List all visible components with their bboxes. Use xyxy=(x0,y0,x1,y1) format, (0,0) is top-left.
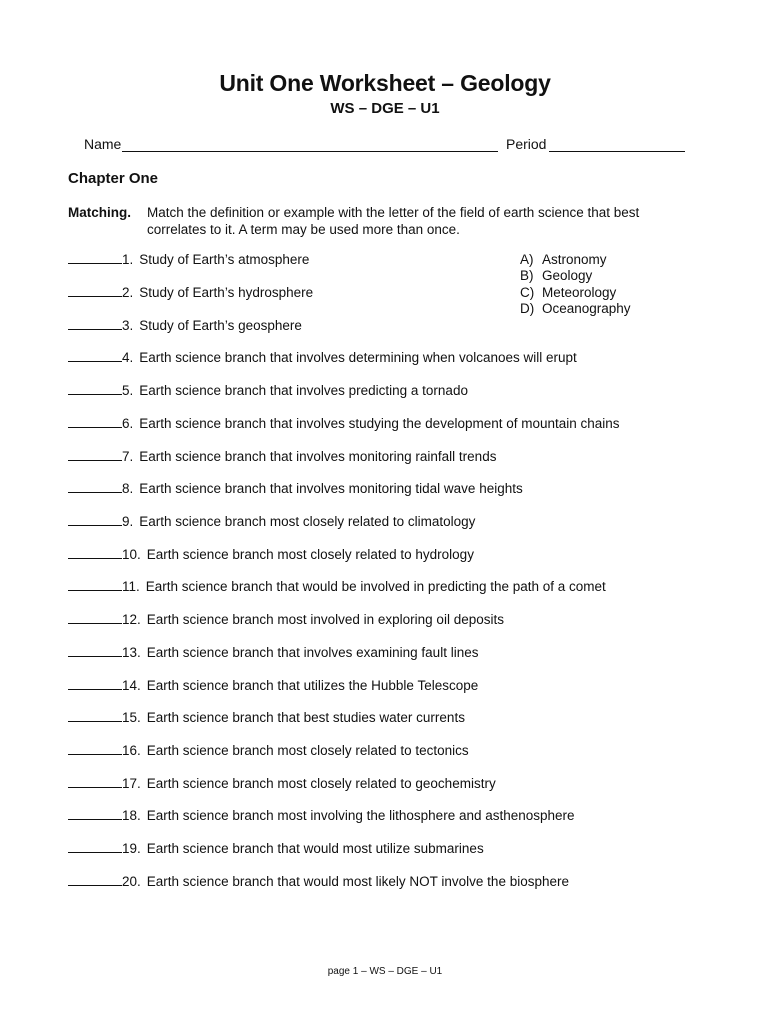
chapter-heading: Chapter One xyxy=(68,170,159,187)
answer-blank-14[interactable] xyxy=(68,678,122,690)
answer-blank-15[interactable] xyxy=(68,710,122,722)
answer-blank-17[interactable] xyxy=(68,776,122,788)
answer-blank-6[interactable] xyxy=(68,416,122,428)
question-1: 1. Study of Earth’s atmosphere xyxy=(68,252,309,270)
option-c: C) Meteorology xyxy=(520,284,617,300)
page-footer: page 1 – WS – DGE – U1 xyxy=(327,966,443,977)
option-d: D) Oceanography xyxy=(520,300,631,316)
question-15: 15. Earth science branch that best studies water currents xyxy=(68,710,465,728)
question-2: 2. Study of Earth’s hydrosphere xyxy=(68,285,313,303)
question-9: 9. Earth science branch most closely related to climatology xyxy=(68,514,475,532)
matching-text xyxy=(147,204,707,238)
answer-blank-13[interactable] xyxy=(68,645,122,657)
answer-options xyxy=(520,252,631,317)
question-19: 19. Earth science branch that would most utilize submarines xyxy=(68,841,484,859)
answer-blank-7[interactable] xyxy=(68,449,122,461)
worksheet-title: Unit One Worksheet – Geology xyxy=(219,70,551,96)
question-8: 8. Earth science branch that involves monitoring tidal wave heights xyxy=(68,481,523,499)
question-20: 20. Earth science branch that would most likely NOT involve the biosphere xyxy=(68,874,569,892)
worksheet-code: WS – DGE – U1 xyxy=(330,100,440,117)
question-5: 5. Earth science branch that involves predicting a tornado xyxy=(68,383,468,401)
answer-blank-11[interactable] xyxy=(68,579,122,591)
name-period-row xyxy=(84,136,694,154)
answer-blank-9[interactable] xyxy=(68,514,122,526)
period-field[interactable] xyxy=(549,151,685,152)
period-label: Period xyxy=(506,136,547,152)
answer-blank-4[interactable] xyxy=(68,350,122,362)
matching-label: Matching. xyxy=(68,205,131,220)
answer-blank-18[interactable] xyxy=(68,808,122,820)
answer-blank-12[interactable] xyxy=(68,612,122,624)
question-16: 16. Earth science branch most closely related to tectonics xyxy=(68,743,469,761)
question-17: 17. Earth science branch most closely related to geochemistry xyxy=(68,776,496,794)
question-4: 4. Earth science branch that involves determining when volcanoes will erupt xyxy=(68,350,577,368)
question-10: 10. Earth science branch most closely related to hydrology xyxy=(68,547,474,565)
answer-blank-3[interactable] xyxy=(68,318,122,330)
option-b: B) Geology xyxy=(520,268,593,284)
question-12: 12. Earth science branch most involved in exploring oil deposits xyxy=(68,612,504,630)
question-13: 13. Earth science branch that involves examining fault lines xyxy=(68,645,478,663)
question-14: 14. Earth science branch that utilizes the Hubble Telescope xyxy=(68,678,478,696)
name-label: Name xyxy=(84,136,122,152)
answer-blank-2[interactable] xyxy=(68,285,122,297)
answer-blank-5[interactable] xyxy=(68,383,122,395)
option-a: A) Astronomy xyxy=(520,252,607,267)
question-3: 3. Study of Earth’s geosphere xyxy=(68,318,302,336)
question-11: 11. Earth science branch that would be involved in predicting the path of a comet xyxy=(68,579,606,597)
question-18: 18. Earth science branch most involving the lithosphere and asthenosphere xyxy=(68,808,575,826)
answer-blank-19[interactable] xyxy=(68,841,122,853)
question-6: 6. Earth science branch that involves studying the development of mountain chains xyxy=(68,416,620,434)
answer-blank-20[interactable] xyxy=(68,874,122,886)
instructions-line-1: Match the definition or example with the letter of the field of earth science that best xyxy=(147,205,640,220)
answer-blank-16[interactable] xyxy=(68,743,122,755)
answer-blank-10[interactable] xyxy=(68,547,122,559)
answer-blank-1[interactable] xyxy=(68,252,122,264)
name-field[interactable] xyxy=(122,151,498,152)
instructions-line-2: correlates to it. A term may be used more than once. xyxy=(147,222,460,237)
question-7: 7. Earth science branch that involves monitoring rainfall trends xyxy=(68,449,496,467)
answer-blank-8[interactable] xyxy=(68,481,122,493)
